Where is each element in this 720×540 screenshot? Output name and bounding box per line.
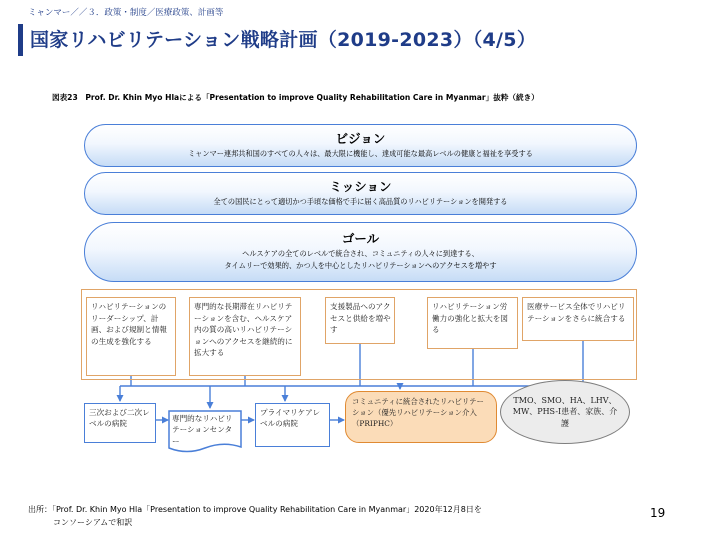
vision-banner [84,124,637,167]
community-actors: TMO、SMO、HA、LHV、MW、PHS-I患者、家族、介護 [500,380,630,444]
goal-text-line2: タイムリーで効果的、かつ人を中心としたリハビリテーションへのアクセスを増やす [224,261,497,270]
figure-caption: 図表23 Prof. Dr. Khin Myo Hlaによる「Presentation to improve Quality Rehabilitation Care in Myanmar」抜粋（続き） [52,93,539,102]
source-line-2: コンソーシアムで和訳 [53,518,133,527]
strategy-assistive-products: 支援製品へのアクセスと供給を増やす [325,297,395,344]
page-title: 国家リハビリテーション戦略計画（2019-2023）（4/5） [30,29,537,51]
mission-heading: ミッション [329,179,392,194]
title-accent-bar [18,24,23,56]
breadcrumb: ミャンマー／／３．政策・制度／医療政策、計画等 [28,8,224,18]
strategy-leadership: リハビリテーションのリーダーシップ、計画、および規制と情報の生成を強化する [86,297,176,376]
vision-text: ミャンマー連邦共和国のすべての人々は、最大限に機能し、達成可能な最高レベルの健康と福祉を享受する [188,149,533,158]
goal-heading: ゴール [341,231,380,246]
source-line-1: 出所：「Prof. Dr. Khin Myo Hla「Presentation to improve Quality Rehabilitation Care in Myanmar」2020年12月8日を [28,505,482,514]
strategy-access-expansion: 専門的な長期滞在リハビリテーションを含む、ヘルスケア内の質の高いリハビリテーションへのアクセスを継続的に拡大する [189,297,301,376]
community-based-rehabilitation: コミュニティに統合されたリハビリテーション（優先リハビリテーション介入（PRIPHC） [345,391,497,443]
mission-text: 全ての国民にとって適切かつ手頃な価格で手に届く高品質のリハビリテーションを開発する [213,197,508,206]
tertiary-secondary-hospitals: 三次および二次レベルの病院 [84,403,156,443]
strategy-integration: 医療サービス全体でリハビリテーションをさらに統合する [522,297,634,341]
goal-text-line1: ヘルスケアの全てのレベルで統合され、コミュニティの人々に到達する、 [242,249,479,258]
page-number: 19 [650,506,666,520]
primary-care-hospitals: プライマリケアレベルの病院 [255,403,330,447]
strategy-workforce: リハビリテーション労働力の強化と拡大を図る [427,297,518,349]
goal-banner [84,222,637,282]
vision-heading: ビジョン [335,131,386,146]
mission-banner [84,172,637,215]
source-note [28,503,482,529]
specialized-rehab-centers: 専門的なリハビリテーションセンター [172,414,233,446]
